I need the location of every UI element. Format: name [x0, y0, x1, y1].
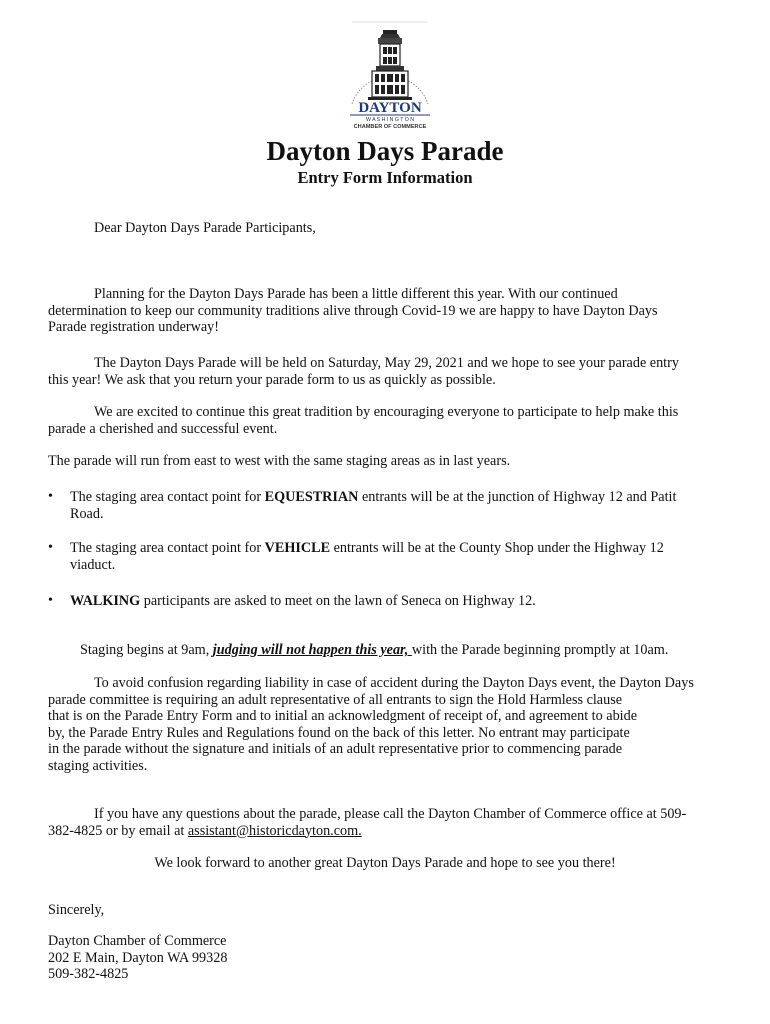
paragraph-liability: To avoid confusion regarding liability in case of accident during the Dayton Days event, the Dayton Days parade committee is requiring an adult representative of all entrants to sign the Hold Harmless clause that is on the Parade Entry Form and to initial an acknowledgment of receipt of, and agreement to abide by, the Parade Entry Rules and Regulations found on the back of this letter. No entrant may participate in the parade without the signature and initials of an adult representative prior to commencing parade staging activities. [48, 675, 694, 774]
closing-line: We look forward to another great Dayton Days Parade and hope to see you there! [154, 855, 616, 871]
list-item-walking: • WALKING participants are asked to meet on the lawn of Seneca on Highway 12. [48, 593, 536, 609]
courthouse-logo-icon [340, 20, 440, 132]
bullet-icon: • [48, 593, 53, 608]
signoff: Sincerely, [48, 902, 105, 918]
paragraph-intro: Planning for the Dayton Days Parade has been a little different this year. With our continued determination to keep our community traditions alive through Covid-19 we are happy to have Dayton Days Parade registration underway! [48, 286, 658, 336]
salutation: Dear Dayton Days Parade Participants, [94, 220, 316, 236]
signature-block [48, 933, 738, 983]
list-item-equestrian: • The staging area contact point for EQUESTRIAN entrants will be at the junction of Highway 12 and Patit Road. [48, 489, 677, 522]
page-subtitle: Entry Form Information [297, 168, 473, 187]
paragraph-tradition: We are excited to continue this great tradition by encouraging everyone to participate to help make this parade a cherished and successful event. [48, 404, 679, 437]
svg-text:DAYTON: DAYTON [358, 100, 422, 116]
svg-text:CHAMBER OF COMMERCE: CHAMBER OF COMMERCE [353, 124, 427, 130]
bullet-icon: • [48, 489, 53, 504]
signature-address: 202 E Main, Dayton WA 99328 [48, 949, 228, 966]
dayton-chamber-logo [340, 20, 440, 132]
page-title: Dayton Days Parade [266, 136, 504, 166]
bullet-icon: • [48, 540, 53, 555]
staging-note: Staging begins at 9am, judging will not happen this year, with the Parade beginning promptly at 10am. [80, 642, 669, 658]
paragraph-route: The parade will run from east to west with the same staging areas as in last years. [48, 453, 511, 469]
paragraph-contact: If you have any questions about the parade, please call the Dayton Chamber of Commerce office at 509- 382-4825 or by email at assistant@historicdayton.com. [48, 806, 687, 839]
paragraph-date: The Dayton Days Parade will be held on Saturday, May 29, 2021 and we hope to see your parade entry this year! We ask that you return your parade form to us as quickly as possible. [48, 355, 679, 388]
signature-org: Dayton Chamber of Commerce [48, 933, 227, 949]
email-link[interactable]: assistant@historicdayton.com. [187, 822, 362, 839]
list-item-vehicle: • The staging area contact point for VEHICLE entrants will be at the County Shop under the Highway 12 viaduct. [48, 540, 664, 573]
signature-phone: 509-382-4825 [48, 966, 129, 983]
svg-text:W A S H I N G T O N: W A S H I N G T O N [366, 117, 414, 123]
